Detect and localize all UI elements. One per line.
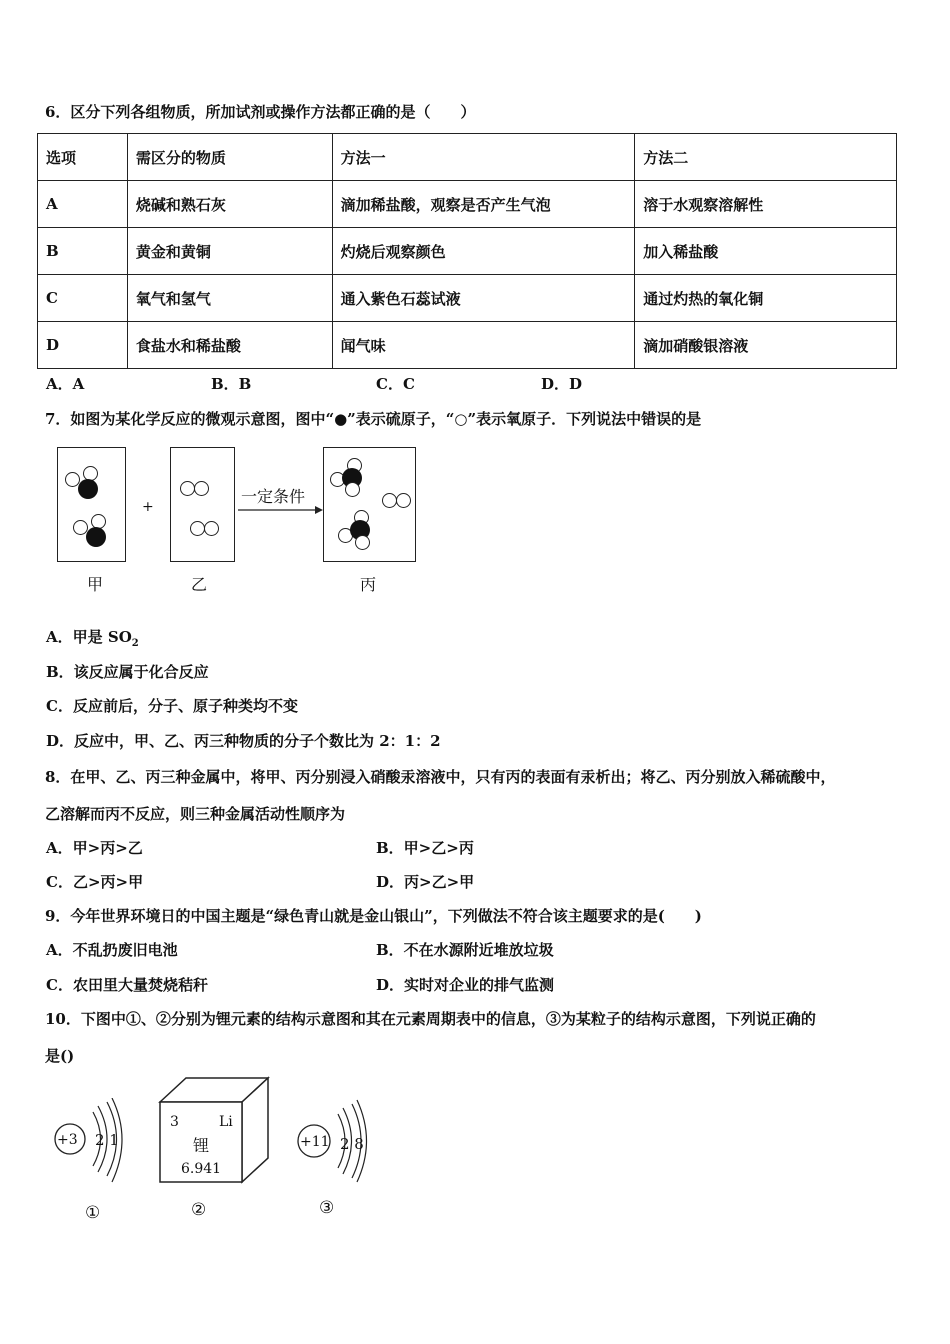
q8-option-d[interactable]: D．丙>乙>甲 <box>376 873 475 891</box>
row-method-one: 灼烧后观察颜色 <box>332 228 635 275</box>
plus-sign: + <box>142 499 154 515</box>
row-method-two: 溶于水观察溶解性 <box>635 181 897 228</box>
li-atomic-mass: 6.941 <box>181 1161 222 1177</box>
row-option: C <box>38 275 128 322</box>
q7-stem: 7．如图为某化学反应的微观示意图，图中“●”表示硫原子，“○”表示氧原子．下列说法中错误的是 <box>45 410 702 428</box>
q6-option-b[interactable]: B．B <box>211 375 252 393</box>
oxygen-atom <box>204 521 219 536</box>
q7-option-d[interactable]: D．反应中，甲、乙、丙三种物质的分子个数比为 2：1：2 <box>46 732 441 750</box>
figure-label-1: ① <box>85 1203 101 1223</box>
q9-stem: 9．今年世界环境日的中国主题是“绿色青山就是金山银山”，下列做法不符合该主题要求的是( ) <box>45 907 702 925</box>
row-substances: 食盐水和稀盐酸 <box>127 322 332 369</box>
row-substances: 氧气和氢气 <box>127 275 332 322</box>
reaction-arrow-icon <box>237 504 323 516</box>
q7-option-a[interactable] <box>46 627 139 654</box>
q8-option-b[interactable]: B．甲>乙>丙 <box>376 839 474 857</box>
q9-option-c[interactable]: C．农田里大量焚烧秸秆 <box>46 976 208 994</box>
row-substances: 烧碱和熟石灰 <box>127 181 332 228</box>
q10-stem-line1: 10．下图中①、②分别为锂元素的结构示意图和其在元素周期表中的信息，③为某粒子的结构示意图，下列说正确的 <box>45 1010 816 1028</box>
q6-stem: 6．区分下列各组物质，所加试剂或操作方法都正确的是（ ） <box>45 103 476 121</box>
row-method-one: 滴加稀盐酸，观察是否产生气泡 <box>332 181 635 228</box>
label-yi: 乙 <box>191 575 208 594</box>
li-symbol: Li <box>219 1114 233 1130</box>
header-method-two: 方法二 <box>635 134 897 181</box>
row-option: B <box>38 228 128 275</box>
row-option: D <box>38 322 128 369</box>
label-jia: 甲 <box>87 575 104 594</box>
reactant-a-box <box>57 447 126 562</box>
oxygen-atom <box>396 493 411 508</box>
label-bing: 丙 <box>360 575 377 594</box>
sulfur-atom <box>86 527 106 547</box>
row-method-one: 通入紫色石蕊试液 <box>332 275 635 322</box>
table-header-row <box>38 134 897 181</box>
product-box <box>323 447 416 562</box>
header-method-one: 方法一 <box>332 134 635 181</box>
oxygen-atom <box>194 481 209 496</box>
q8-option-c[interactable]: C．乙>丙>甲 <box>46 873 144 891</box>
figure-label-3: ③ <box>319 1198 335 1218</box>
ion-shell-electrons: 2 8 <box>340 1135 364 1153</box>
q10-stem-line2: 是() <box>45 1047 75 1065</box>
reaction-condition: 一定条件 <box>241 487 306 506</box>
row-option: A <box>38 181 128 228</box>
table-row <box>38 275 897 322</box>
q9-option-b[interactable]: B．不在水源附近堆放垃圾 <box>376 941 554 959</box>
option-text: A．甲是 SO <box>46 628 132 646</box>
row-method-two: 加入稀盐酸 <box>635 228 897 275</box>
oxygen-atom <box>345 482 360 497</box>
li-nucleus-charge: +3 <box>57 1132 78 1148</box>
row-method-one: 闻气味 <box>332 322 635 369</box>
q6-option-a[interactable]: A．A <box>46 375 85 393</box>
row-method-two: 滴加硝酸银溶液 <box>635 322 897 369</box>
q7-option-b[interactable]: B．该反应属于化合反应 <box>46 663 209 681</box>
table-row <box>38 228 897 275</box>
q9-option-a[interactable]: A．不乱扔废旧电池 <box>46 941 178 959</box>
oxygen-atom <box>382 493 397 508</box>
q9-option-d[interactable]: D．实时对企业的排气监测 <box>376 976 555 994</box>
row-method-two: 通过灼热的氧化铜 <box>635 275 897 322</box>
q8-stem-line1: 8．在甲、乙、丙三种金属中，将甲、丙分别浸入硝酸汞溶液中，只有丙的表面有汞析出；将乙、丙分别放入稀硫酸中， <box>45 768 836 786</box>
oxygen-atom <box>180 481 195 496</box>
q6-table <box>37 133 897 369</box>
table-row <box>38 181 897 228</box>
li-name: 锂 <box>193 1136 210 1155</box>
reactant-b-box <box>170 447 235 562</box>
table-row <box>38 322 897 369</box>
q6-option-c[interactable]: C．C <box>376 375 415 393</box>
li-shell-electrons: 2 1 <box>95 1131 119 1149</box>
header-option: 选项 <box>38 134 128 181</box>
q6-option-d[interactable]: D．D <box>541 375 583 393</box>
header-substances: 需区分的物质 <box>127 134 332 181</box>
oxygen-atom <box>190 521 205 536</box>
q8-option-a[interactable]: A．甲>丙>乙 <box>46 839 143 857</box>
row-substances: 黄金和黄铜 <box>127 228 332 275</box>
subscript: 2 <box>131 638 139 649</box>
q8-stem-line2: 乙溶解而丙不反应，则三种金属活动性顺序为 <box>45 805 346 823</box>
q7-option-c[interactable]: C．反应前后，分子、原子种类均不变 <box>46 697 298 715</box>
ion-nucleus-charge: +11 <box>300 1134 330 1150</box>
oxygen-atom <box>355 535 370 550</box>
sulfur-atom <box>78 479 98 499</box>
figure-label-2: ② <box>191 1200 207 1220</box>
li-atomic-number: 3 <box>170 1114 179 1130</box>
